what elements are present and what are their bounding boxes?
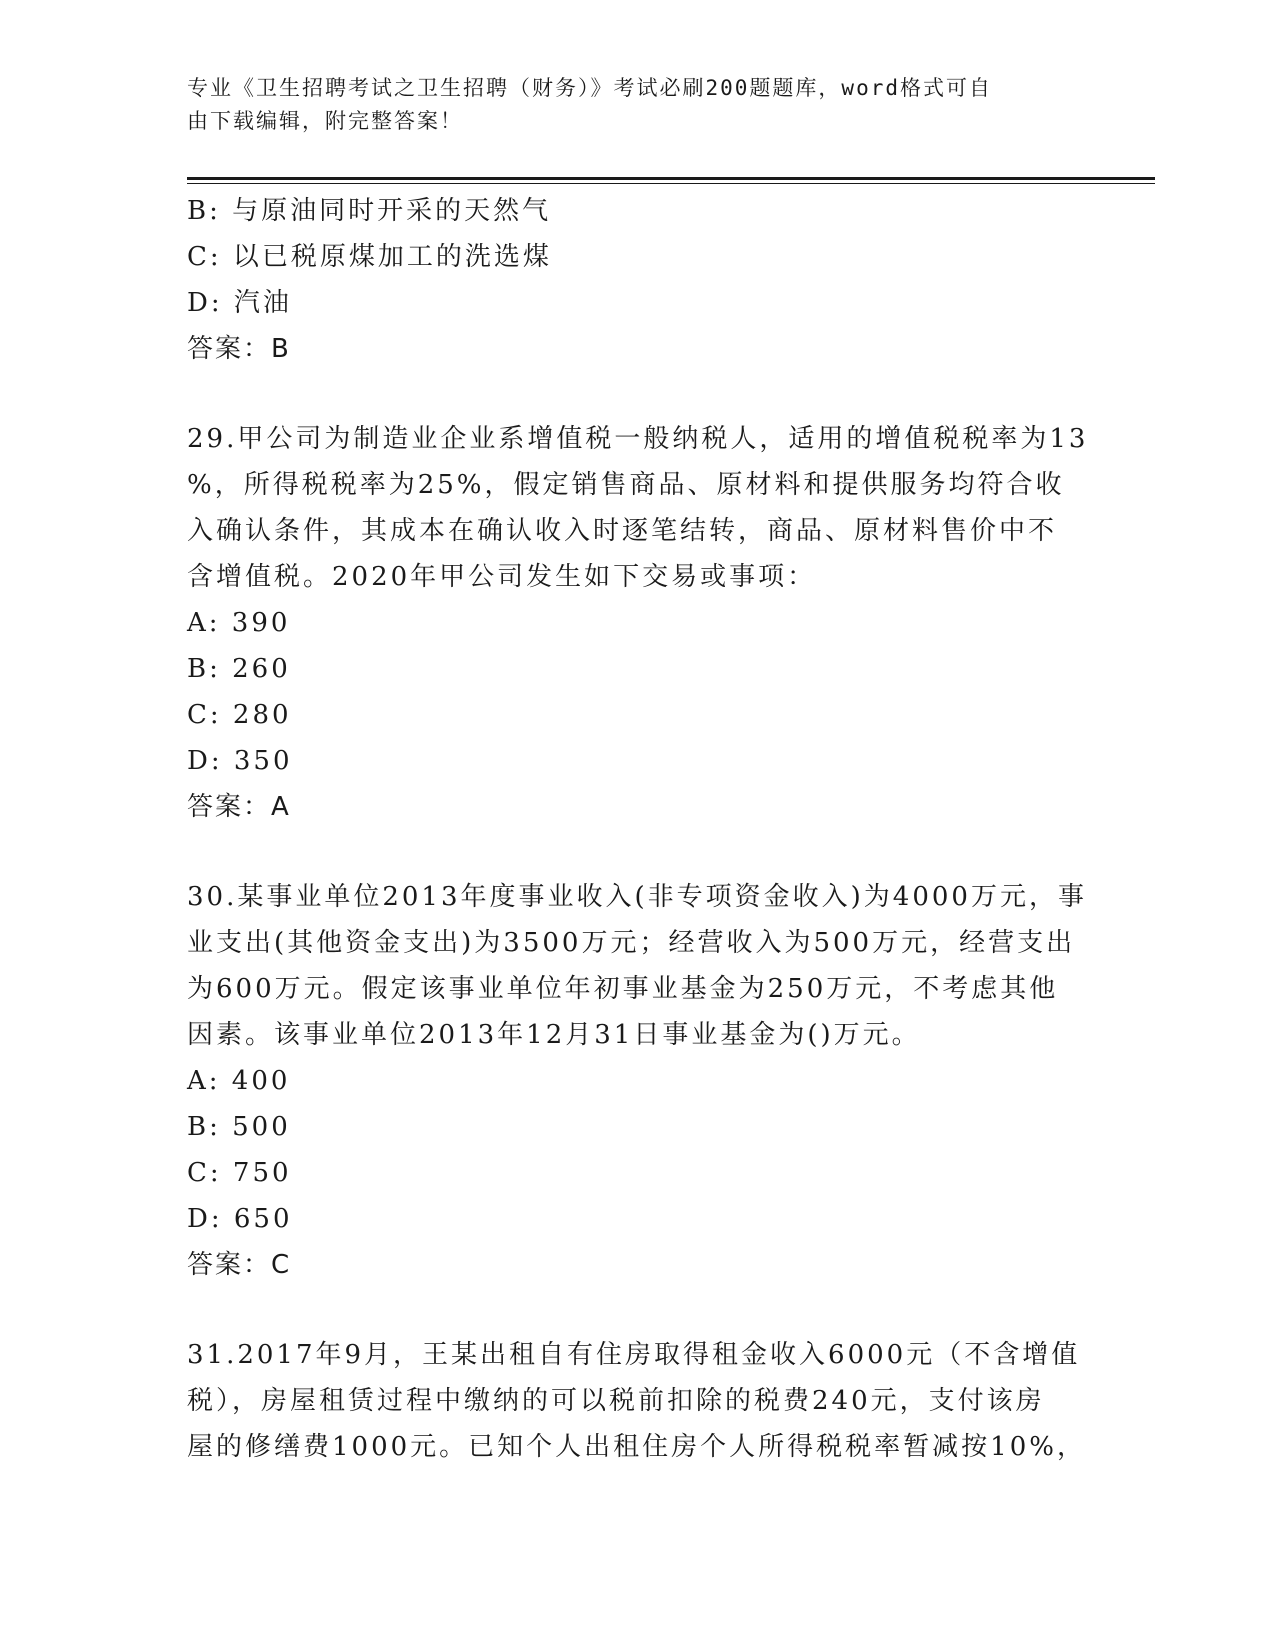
header-line-2: 由下载编辑，附完整答案！: [187, 109, 463, 133]
option-b: B: 与原油同时开采的天然气: [187, 196, 552, 226]
question-text-line: 含增值税。2020年甲公司发生如下交易或事项：: [187, 562, 817, 592]
question-text-line: %，所得税税率为25%，假定销售商品、原材料和提供服务均符合收: [187, 470, 1065, 500]
option-c: C: 750: [187, 1158, 292, 1188]
question-29: [187, 416, 1087, 830]
question-text-line: 因素。该事业单位2013年12月31日事业基金为()万元。: [187, 1020, 921, 1050]
question-text-line: 入确认条件，其成本在确认收入时逐笔结转，商品、原材料售价中不: [187, 516, 1058, 546]
question-text-line: 屋的修缮费1000元。已知个人出租住房个人所得税税率暂减按10%，: [187, 1432, 1086, 1462]
option-a: A: 400: [187, 1066, 291, 1096]
question-text-line: 30.某事业单位2013年度事业收入(非专项资金收入)为4000万元，事: [187, 882, 1087, 912]
option-d: D: 650: [187, 1204, 293, 1234]
option-c: C: 以已税原煤加工的洗选煤: [187, 242, 552, 272]
header-rule-thick: [187, 177, 1155, 180]
document-body: [187, 188, 1087, 1470]
option-d: D: 汽油: [187, 288, 292, 318]
answer-line: 答案：B: [187, 334, 291, 364]
question-text-line: 29.甲公司为制造业企业系增值税一般纳税人，适用的增值税税率为13: [187, 424, 1089, 454]
option-d: D: 350: [187, 746, 293, 776]
question-28-continuation: [187, 188, 1087, 372]
question-text-line: 31.2017年9月，王某出租自有住房取得租金收入6000元（不含增值: [187, 1340, 1081, 1370]
header-line-1: 专业《卫生招聘考试之卫生招聘（财务）》考试必刷200题题库，word格式可自: [187, 76, 992, 100]
question-text-line: 为600万元。假定该事业单位年初事业基金为250万元，不考虑其他: [187, 974, 1059, 1004]
option-b: B: 260: [187, 654, 291, 684]
question-31: [187, 1332, 1087, 1470]
question-30: [187, 874, 1087, 1288]
answer-line: 答案：C: [187, 1250, 292, 1280]
question-text-line: 业支出(其他资金支出)为3500万元；经营收入为500万元，经营支出: [187, 928, 1076, 958]
option-c: C: 280: [187, 700, 292, 730]
option-a: A: 390: [187, 608, 291, 638]
spacer: [187, 1288, 1087, 1332]
header-rule-thin: [187, 183, 1155, 184]
spacer: [187, 830, 1087, 874]
document-header: [187, 72, 1067, 138]
option-b: B: 500: [187, 1112, 291, 1142]
question-text-line: 税），房屋租赁过程中缴纳的可以税前扣除的税费240元，支付该房: [187, 1386, 1045, 1416]
spacer: [187, 372, 1087, 416]
answer-line: 答案：A: [187, 792, 291, 822]
